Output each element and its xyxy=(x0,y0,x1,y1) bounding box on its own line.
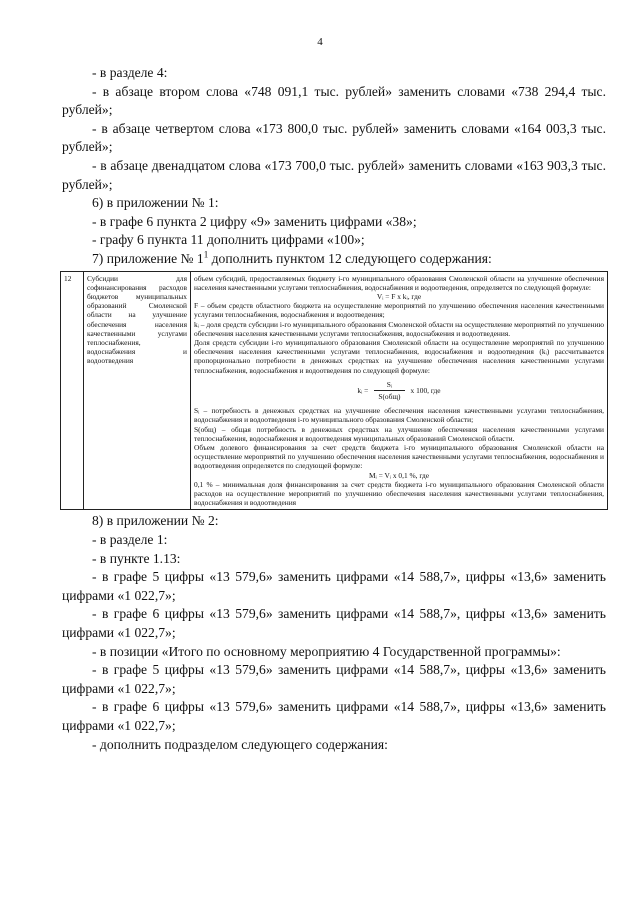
paragraph: - в абзаце двенадцатом слова «173 700,0 тыс. рублей» заменить словами «163 903,3 тыс. рублей»; xyxy=(62,157,606,192)
formula-share-right: x 100, где xyxy=(410,385,441,395)
paragraph: - в графе 6 цифры «13 579,6» заменить цифрами «14 588,7», цифры «13,6» заменить цифрами «1 022,7»; xyxy=(62,699,606,733)
measure-name-cell: Субсидии для софинансирования расходов бюджетов муниципальных образований Смоленской области на улучшение обеспечения населения качественными услугами теплоснабжения, водоснабжения и водоотведения xyxy=(84,271,191,510)
paragraph: - в позиции «Итого по основному мероприятию 4 Государственной программы»: xyxy=(92,643,561,659)
line7-before: 7) приложение № 1 xyxy=(92,250,204,266)
table-paragraph: 0,1 % – минимальная доля финансирования за счет средств бюджета i-го муниципального образования Смоленской области расходов на осуществление мероприятий по улучшению обеспечения населения качественными услугами теплоснабжения, водоснабжения и водоотведения xyxy=(194,479,604,508)
paragraph: - в абзаце втором слова «748 091,1 тыс. рублей» заменить словами «738 294,4 тыс. рублей»; xyxy=(62,83,606,118)
fraction-numerator: Sᵢ xyxy=(386,379,393,389)
table-paragraph: kᵢ – доля средств субсидии i-го муниципального образования Смоленской области на осуществление мероприятий по улучшению обеспечения населения качественными услугами теплоснабжения, водоснабжения и водоотведения. xyxy=(194,319,604,338)
paragraph: - в разделе 1: xyxy=(92,532,168,547)
line7-after: дополнить пунктом 12 следующего содержания: xyxy=(208,250,492,266)
paragraph: - графу 6 пункта 11 дополнить цифрами «100»; xyxy=(92,232,365,248)
paragraph: 6) в приложении № 1: xyxy=(92,195,219,211)
row-number-cell: 12 xyxy=(61,271,84,510)
table-paragraph: S(общ) – общая потребность в денежных средствах на улучшение обеспечения населения качественными услугами теплоснабжения, водоснабжения и водоотведения муниципальных образований Смоленской области. xyxy=(194,424,604,443)
table-row xyxy=(61,271,608,510)
fraction-denominator: S(общ) xyxy=(374,390,404,401)
table-paragraph: F – объем средств областного бюджета на осуществление мероприятий по улучшению обеспечения населения качественными услугами теплоснабжения, водоснабжения и водоотведения; xyxy=(194,301,604,320)
document-body xyxy=(62,64,606,754)
formula-cofinancing: Mᵢ = Vᵢ x 0,1 %, где xyxy=(368,470,430,480)
paragraph: - в графе 5 цифры «13 579,6» заменить цифрами «14 588,7», цифры «13,6» заменить цифрами «1 022,7»; xyxy=(62,569,606,603)
paragraph: - в графе 6 цифры «13 579,6» заменить цифрами «14 588,7», цифры «13,6» заменить цифрами «1 022,7»; xyxy=(62,606,606,640)
formula-share-row xyxy=(194,375,604,406)
table-paragraph: Объем долевого финансирования за счет средств бюджета i-го муниципального образования Смоленской области на осуществление мероприятий по улучшению обеспечения населения качественными услугами теплоснабжения, водоснабжения и водоотведения определяется по следующей формуле: xyxy=(194,442,604,471)
table-paragraph: Доля средств субсидии i-го муниципального образования Смоленской области на осуществление мероприятий по улучшению обеспечения населения качественными услугами теплоснабжения, водоснабжения и водоотведения (kᵢ) рассчитывается пропорционально потребности в денежных средствах на улучшение обеспечения населения качественными услугами теплоснабжения, водоснабжения и водоотведения по следующей формуле: xyxy=(194,337,604,375)
fraction xyxy=(374,380,404,401)
formula-share xyxy=(357,380,440,401)
paragraph: 8) в приложении № 2: xyxy=(92,513,219,529)
formula-share-left: kᵢ = xyxy=(357,385,369,395)
table-paragraph: объем субсидий, предоставляемых бюджету i-го муниципального образования Смоленской области на улучшение обеспечения населения качественными услугами теплоснабжения, водоснабжения и водоотведения, определяется по следующей формуле: xyxy=(194,273,604,292)
appendix-table xyxy=(60,271,608,511)
formula-subsidy: Vᵢ = F x kᵢ, где xyxy=(376,291,422,301)
paragraph: - в разделе 4: xyxy=(92,65,168,80)
paragraph: - дополнить подразделом следующего содержания: xyxy=(92,736,388,752)
line7-superscript: 1 xyxy=(203,249,209,260)
table-paragraph: Sᵢ – потребность в денежных средствах на улучшение обеспечения населения качественными услугами теплоснабжения, водоснабжения и водоотведения i-го муниципального образования Смоленской области; xyxy=(194,406,604,425)
paragraph: - в графе 6 пункта 2 цифру «9» заменить цифрами «38»; xyxy=(92,213,417,229)
paragraph: - в пункте 1.13: xyxy=(92,550,181,566)
paragraph: - в абзаце четвертом слова «173 800,0 тыс. рублей» заменить словами «164 003,3 тыс. рублей»; xyxy=(62,120,606,155)
page-number: 4 xyxy=(317,36,323,48)
formula-description-cell xyxy=(191,271,608,510)
paragraph: - в графе 5 цифры «13 579,6» заменить цифрами «14 588,7», цифры «13,6» заменить цифрами «1 022,7»; xyxy=(62,662,606,696)
paragraph xyxy=(62,250,606,269)
